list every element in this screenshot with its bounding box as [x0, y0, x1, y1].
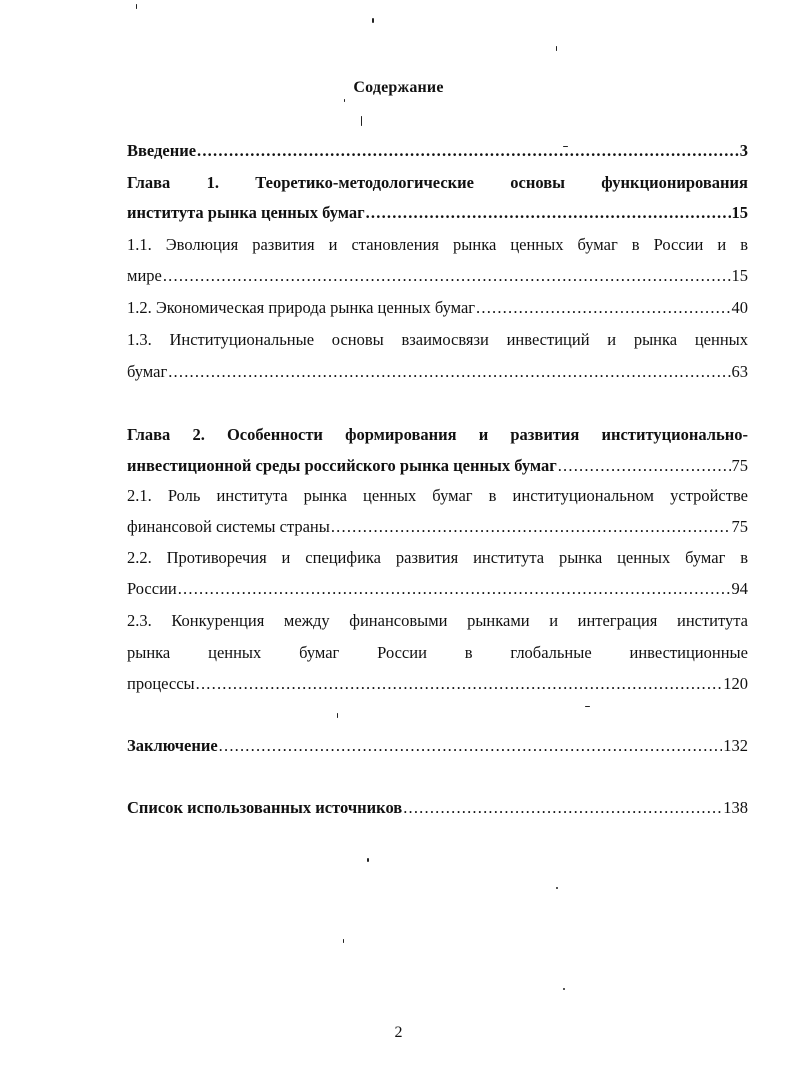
toc-label: 1.1. Эволюция развития и становления рынка ценных бумаг в России и в [127, 235, 748, 254]
toc-word: Глава [127, 173, 171, 192]
toc-entry-section-1-3[interactable] [127, 329, 748, 351]
toc-page-number: 75 [731, 517, 748, 536]
toc-entry-chapter-1-cont[interactable] [127, 202, 748, 224]
toc-entry-chapter-1[interactable] [127, 172, 748, 194]
toc-label: бумаг [127, 362, 168, 381]
scan-speck [556, 46, 557, 51]
toc-page-number: 63 [731, 362, 748, 381]
toc-label: инвестиционной среды российского рынка ценных бумаг [127, 456, 557, 475]
dot-leader [197, 140, 739, 162]
toc-entry-section-2-2[interactable] [127, 547, 748, 569]
scan-speck [343, 939, 344, 943]
toc-label: Список использованных источников [127, 798, 403, 817]
page-number: 2 [394, 1024, 403, 1041]
toc-entry-section-1-3-cont[interactable] [127, 361, 748, 383]
scan-speck [367, 858, 369, 862]
toc-page-number: 3 [739, 141, 748, 160]
toc-entry-section-1-1[interactable] [127, 234, 748, 256]
scan-speck [337, 713, 338, 718]
toc-word: бумаг [299, 643, 340, 662]
scan-speck [344, 99, 345, 102]
toc-page-number: 94 [731, 579, 748, 598]
toc-entry-section-2-1[interactable] [127, 485, 748, 507]
toc-label: Заключение [127, 736, 218, 755]
toc-entry-section-2-3-cont[interactable] [127, 673, 748, 695]
toc-label: финансовой системы страны [127, 517, 330, 536]
toc-entry-section-2-3[interactable] [127, 610, 748, 632]
toc-label: 2.1. Роль института рынка ценных бумаг в институциональном устройстве [127, 486, 748, 505]
toc-entry-section-1-2[interactable] [127, 297, 748, 319]
toc-entry-section-2-2-cont[interactable] [127, 578, 748, 600]
toc-label: Глава 2. Особенности формирования и развития институционально- [127, 425, 748, 444]
dot-leader [163, 265, 731, 287]
scan-speck [361, 116, 362, 126]
scan-speck [556, 887, 558, 889]
dot-leader [558, 455, 731, 477]
scan-speck [563, 988, 565, 990]
toc-entry-conclusion[interactable] [127, 735, 748, 757]
dot-leader [331, 516, 731, 538]
toc-entry-sources[interactable] [127, 797, 748, 819]
toc-entry-introduction[interactable] [127, 140, 748, 162]
toc-word: основы [510, 173, 565, 192]
toc-page-number: 138 [723, 798, 748, 817]
toc-page-number: 15 [731, 203, 748, 222]
toc-page-number: 40 [731, 298, 748, 317]
scan-speck [563, 146, 568, 147]
toc-label: института рынка ценных бумаг [127, 203, 365, 222]
scan-speck [136, 4, 137, 9]
toc-label: 1.2. Экономическая природа рынка ценных бумаг [127, 298, 476, 317]
dot-leader [219, 735, 723, 757]
toc-word: России [377, 643, 427, 662]
scan-speck [372, 18, 374, 23]
toc-word: 1. [206, 173, 219, 192]
toc-page-number: 15 [731, 266, 748, 285]
toc-label: 1.3. Институциональные основы взаимосвязи инвестиций и рынка ценных [127, 330, 748, 349]
toc-page-number: 75 [731, 456, 748, 475]
toc-page-number: 120 [723, 674, 748, 693]
toc-word: глобальные [510, 643, 592, 662]
toc-word: ценных [208, 643, 262, 662]
toc-word: рынка [127, 643, 171, 662]
toc-page-number: 132 [723, 736, 748, 755]
page-title: Содержание [353, 79, 444, 96]
scan-speck [585, 706, 590, 707]
toc-entry-chapter-2-cont[interactable] [127, 455, 748, 477]
dot-leader [403, 797, 722, 819]
toc-label: 2.3. Конкуренция между финансовыми рынками и интеграция института [127, 611, 748, 630]
dot-leader [196, 673, 723, 695]
toc-entry-section-1-1-cont[interactable] [127, 265, 748, 287]
toc-label: 2.2. Противоречия и специфика развития института рынка ценных бумаг в [127, 548, 748, 567]
toc-word: инвестиционные [629, 643, 748, 662]
dot-leader [178, 578, 731, 600]
toc-label: процессы [127, 674, 195, 693]
toc-entry-section-2-3-line2[interactable] [127, 642, 748, 664]
toc-label: мире [127, 266, 162, 285]
toc-label: России [127, 579, 177, 598]
toc-word: Теоретико-методологические [255, 173, 474, 192]
dot-leader [168, 361, 730, 383]
toc-word: в [464, 643, 473, 662]
dot-leader [366, 202, 731, 224]
toc-entry-chapter-2[interactable] [127, 424, 748, 446]
toc-entry-section-2-1-cont[interactable] [127, 516, 748, 538]
toc-word: функционирования [601, 173, 748, 192]
toc-label: Введение [127, 141, 197, 160]
dot-leader [476, 297, 730, 319]
